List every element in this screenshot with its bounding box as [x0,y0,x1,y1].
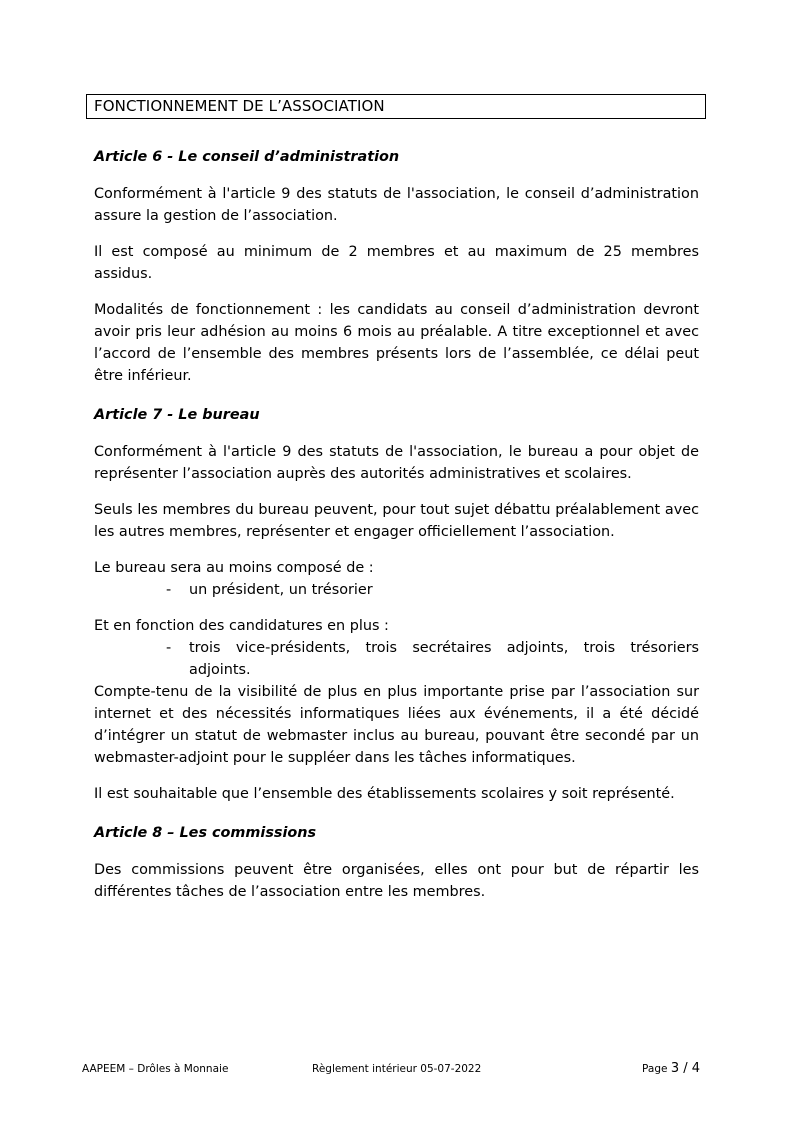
list-dash: - [166,640,172,656]
webmaster-paragraph: Compte-tenu de la visibilité de plus en plus importante prise par l’association sur internet et des nécessités informatiques liées aux événements, il a été décidé d’intégrer un statut de webmaster inclus au bureau, pouvant être secondé par un webmaster-adjoint pour le suppléer dans les tâches informatiques. [94,684,699,766]
article-7-heading: Article 7 - Le bureau [94,407,260,423]
footer-page-number [642,1060,700,1078]
footer-document-title: Règlement intérieur 05-07-2022 [312,1063,482,1075]
section-title: FONCTIONNEMENT DE L’ASSOCIATION [86,94,706,119]
list-item-text: un président, un trésorier [189,582,373,598]
candidates-intro: Et en fonction des candidatures en plus : [94,618,389,634]
footer-page-label: Page [642,1063,668,1075]
article-7-paragraph: Conformément à l'article 9 des statuts de l'association, le bureau a pour objet de représenter l’association auprès des autorités administratives et scolaires. [94,444,699,482]
closing-paragraph: Il est souhaitable que l’ensemble des établissements scolaires y soit représenté. [94,786,675,802]
page-footer [82,1060,700,1080]
list-dash: - [166,582,172,598]
article-6-paragraph: Conformément à l'article 9 des statuts de l'association, le conseil d’administration assure la gestion de l’association. [94,186,699,224]
composition-intro: Le bureau sera au moins composé de : [94,560,374,576]
article-6-paragraph: Modalités de fonctionnement : les candidats au conseil d’administration devront avoir pris leur adhésion au moins 6 mois au préalable. A titre exceptionnel et avec l’accord de l’ensemble des membres présents lors de l’assemblée, ce délai peut être inférieur. [94,302,699,384]
article-8-paragraph: Des commissions peuvent être organisées, elles ont pour but de répartir les différentes tâches de l’association entre les membres. [94,862,699,900]
document-body [94,146,699,903]
article-8-heading: Article 8 – Les commissions [94,825,317,841]
footer-page-count: 3 / 4 [670,1061,700,1076]
footer-organization: AAPEEM – Drôles à Monnaie [82,1063,229,1075]
composition-list [94,579,699,601]
article-6-heading: Article 6 - Le conseil d’administration [94,149,400,165]
article-6-paragraph: Il est composé au minimum de 2 membres et au maximum de 25 membres assidus. [94,244,699,282]
candidates-list [94,637,699,681]
article-7-paragraph: Seuls les membres du bureau peuvent, pour tout sujet débattu préalablement avec les autres membres, représenter et engager officiellement l’association. [94,502,699,540]
list-item [94,579,699,601]
list-item-text: trois vice-présidents, trois secrétaires adjoints, trois trésoriers adjoints. [189,640,699,678]
list-item [94,637,699,681]
